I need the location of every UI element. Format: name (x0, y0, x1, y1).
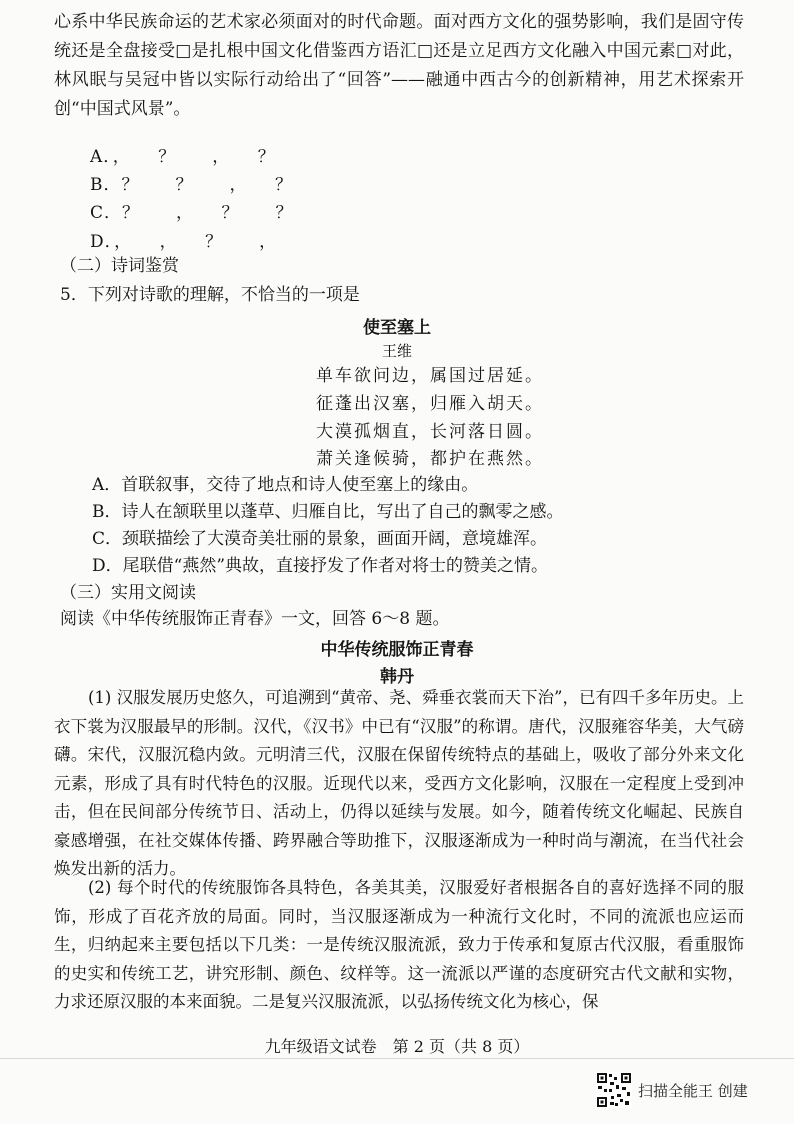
poem-title: 使至塞上 (363, 318, 431, 338)
article-paragraph-1: (1) 汉服发展历史悠久，可追溯到“黄帝、尧、舜垂衣裳而天下治”，已有四千多年历史。上衣下裳为汉服最早的形制。汉代，《汉书》中已有“汉服”的称谓。唐代，汉服雍容华美，大气磅礴。宋代，汉服沉稳内敛。元明清三代，汉服在保留传统特点的基础上，吸收了部分外来文化元素，形成了具有时代特色的汉服。近现代以来，受西方文化影响，汉服在一定程度上受到冲击，但在民间部分传统节日、活动上，仍得以延续与发展。如今，随着传统文化崛起、民族自豪感增强，在社交媒体传播、跨界融合等助推下，汉服逐渐成为一种时尚与潮流，在当代社会焕发出新的活力。 (54, 688, 744, 878)
watermark-text: 扫描全能王 创建 (638, 1081, 748, 1100)
footer-divider (0, 1058, 794, 1059)
poem-line-3: 大漠孤烟直，长河落日圆。 (316, 422, 544, 442)
poem-line-4: 萧关逢候骑，都护在燕然。 (316, 449, 544, 469)
q5-option-b: B．诗人在颔联里以蓬草、归雁自比，写出了自己的飘零之感。 (92, 502, 564, 522)
page-footer: 九年级语文试卷 第 2 页（共 8 页） (264, 1037, 530, 1056)
section3-heading: （三）实用文阅读 (60, 583, 196, 603)
read-instruction: 阅读《中华传统服饰正青春》一文，回答 6～8 题。 (60, 609, 450, 629)
article-title: 中华传统服饰正青春 (320, 640, 474, 660)
article-author: 韩丹 (380, 667, 414, 687)
q4-option-c: C．？ ， ？ ？ (90, 203, 294, 223)
q5-stem: 5．下列对诗歌的理解，不恰当的一项是 (60, 285, 360, 305)
q4-option-b: B．？ ？ ， ？ (90, 175, 293, 195)
poem-line-2: 征蓬出汉塞，归雁入胡天。 (316, 394, 544, 414)
q4-option-d: D．， ， ？ ， (90, 232, 278, 252)
qr-code-icon (596, 1072, 632, 1108)
poem-author: 王维 (381, 342, 412, 360)
scanner-watermark (596, 1072, 748, 1108)
q5-option-c: C．颈联描绘了大漠奇美壮丽的景象，画面开阔，意境雄浑。 (92, 529, 548, 549)
q5-option-a: A．首联叙事，交待了地点和诗人使至塞上的缘由。 (92, 475, 479, 495)
q4-option-a: A．， ？ ， ？ (90, 147, 276, 167)
section2-heading: （二）诗词鉴赏 (60, 256, 179, 276)
intro-paragraph: 心系中华民族命运的艺术家必须面对的时代命题。面对西方文化的强势影响，我们是固守传统还是全盘接受□是扎根中国文化借鉴西方语汇□还是立足西方文化融入中国元素□对此，林风眠与吴冠中皆以实际行动给出了“回答”——融通中西古今的创新精神，用艺术探索开创“中国式风景”。 (54, 12, 744, 119)
q5-option-d: D．尾联借“燕然”典故，直接抒发了作者对将士的赞美之情。 (92, 556, 549, 576)
article-paragraph-2: (2) 每个时代的传统服饰各具特色，各美其美，汉服爱好者根据各自的喜好选择不同的服饰，形成了百花齐放的局面。同时，当汉服逐渐成为一种流行文化时，不同的流派也应运而生，归纳起来主要包括以下几类：一是传统汉服流派，致力于传承和复原古代汉服，看重服饰的史实和传统工艺，讲究形制、颜色、纹样等。这一流派以严谨的态度研究古代文献和实物，力求还原汉服的本来面貌。二是复兴汉服流派，以弘扬传统文化为核心，保 (54, 878, 744, 1011)
poem-line-1: 单车欲问边，属国过居延。 (316, 366, 544, 386)
